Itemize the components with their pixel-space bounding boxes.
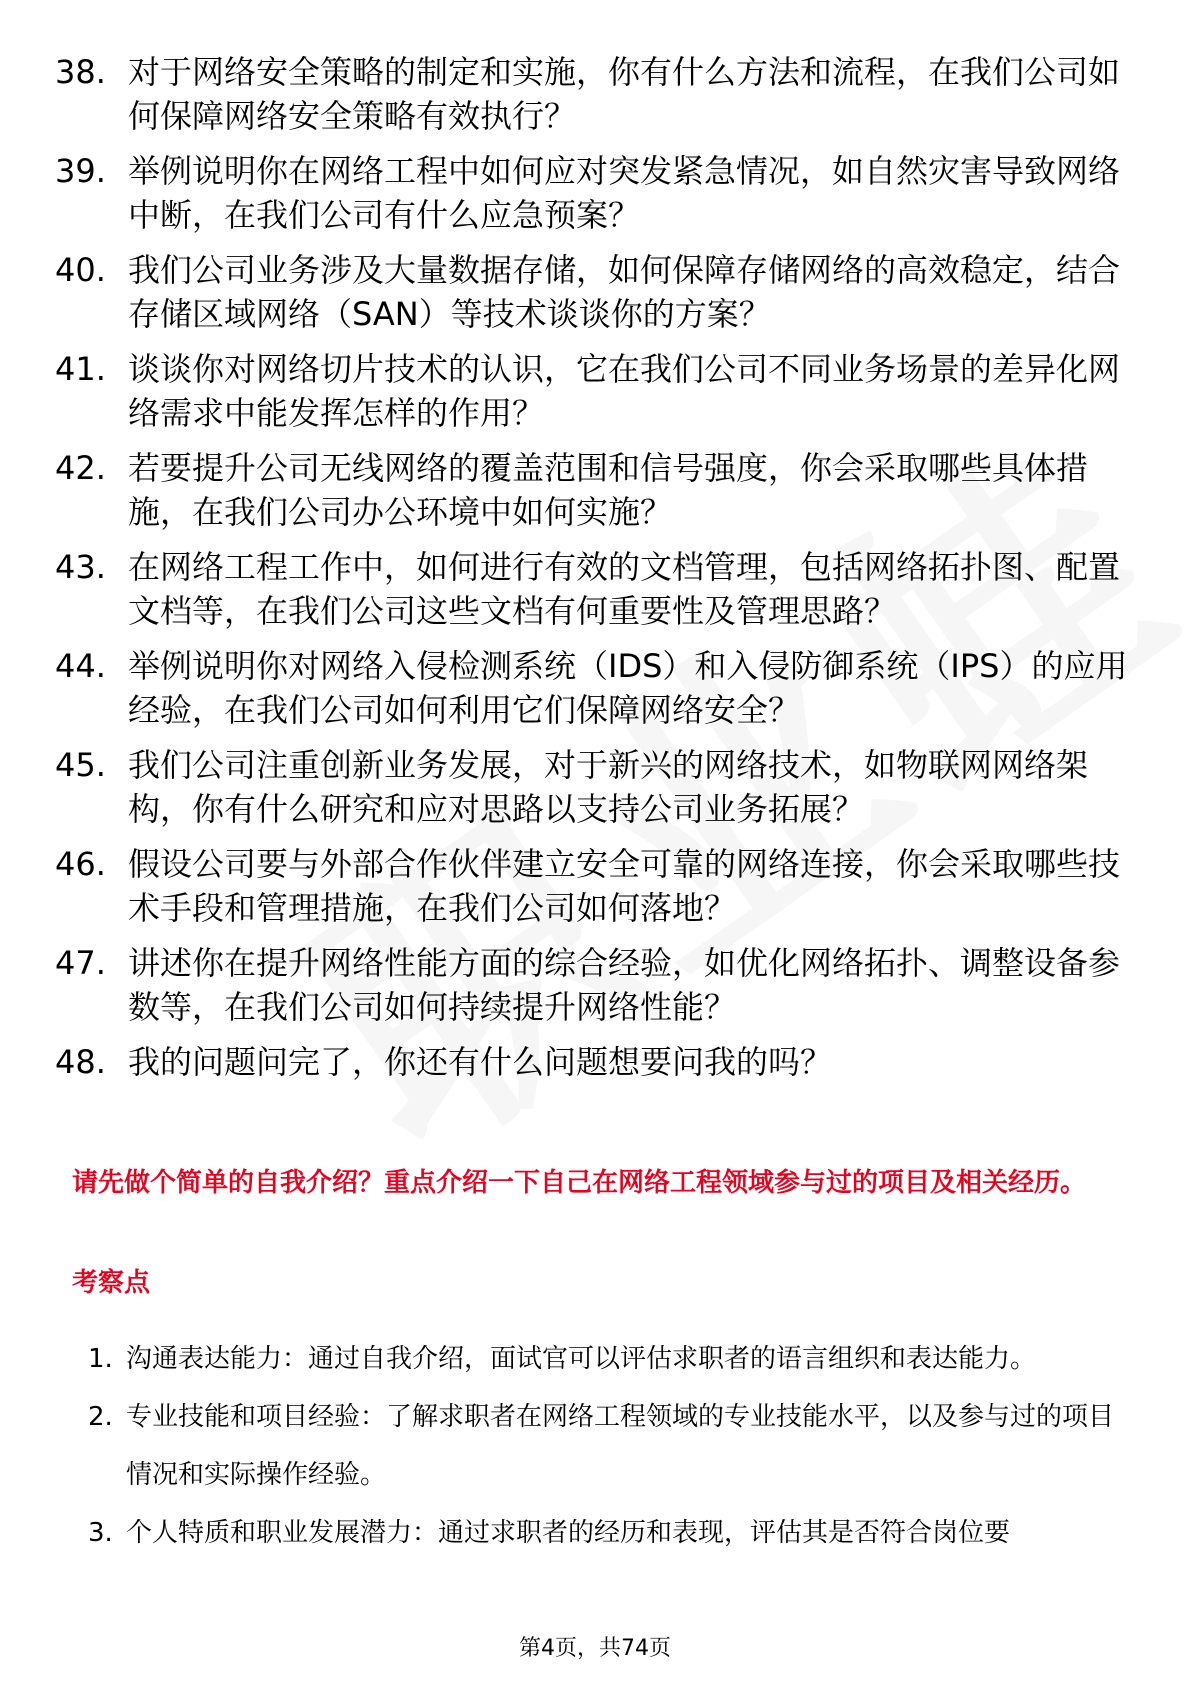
- question-item: [55, 50, 1135, 138]
- question-text: 举例说明你对网络入侵检测系统（IDS）和入侵防御系统（IPS）的应用经验，在我们公司如何利用它们保障网络安全？: [128, 647, 1128, 729]
- assessment-points-list: [88, 1330, 1118, 1562]
- question-item: [55, 149, 1135, 237]
- question-number: 43.: [55, 548, 106, 586]
- question-list: [55, 50, 1135, 1095]
- assessment-point: [88, 1388, 1118, 1504]
- question-item: [55, 446, 1135, 534]
- question-text: 我们公司注重创新业务发展，对于新兴的网络技术，如物联网网络架构，你有什么研究和应对思路以支持公司业务拓展？: [128, 746, 1089, 828]
- question-item: [55, 644, 1135, 732]
- question-number: 46.: [55, 845, 106, 883]
- question-text: 在网络工程工作中，如何进行有效的文档管理，包括网络拓扑图、配置文档等，在我们公司这些文档有何重要性及管理思路？: [128, 548, 1121, 630]
- question-text: 举例说明你在网络工程中如何应对突发紧急情况，如自然灾害导致网络中断，在我们公司有什么应急预案？: [128, 152, 1121, 234]
- question-number: 39.: [55, 152, 106, 190]
- point-number: 2.: [88, 1402, 113, 1432]
- question-item: [55, 842, 1135, 930]
- question-text: 谈谈你对网络切片技术的认识，它在我们公司不同业务场景的差异化网络需求中能发挥怎样的作用？: [128, 350, 1121, 432]
- question-item: [55, 545, 1135, 633]
- assessment-point: [88, 1504, 1118, 1562]
- question-text: 假设公司要与外部合作伙伴建立安全可靠的网络连接，你会采取哪些技术手段和管理措施，在我们公司如何落地？: [128, 845, 1121, 927]
- intro-question-heading: 请先做个简单的自我介绍？重点介绍一下自己在网络工程领域参与过的项目及相关经历。: [72, 1168, 1087, 1198]
- question-number: 44.: [55, 647, 106, 685]
- assessment-points-heading: 考察点: [72, 1268, 151, 1298]
- question-text: 我的问题问完了，你还有什么问题想要问我的吗？: [128, 1043, 833, 1081]
- assessment-point: [88, 1330, 1118, 1388]
- question-text: 我们公司业务涉及大量数据存储，如何保障存储网络的高效稳定，结合存储区域网络（SAN）等技术谈谈你的方案？: [128, 251, 1121, 333]
- question-item: [55, 941, 1135, 1029]
- question-item: [55, 743, 1135, 831]
- page-footer: 第4页，共74页: [519, 1636, 671, 1661]
- question-item: [55, 248, 1135, 336]
- point-number: 3.: [88, 1518, 113, 1548]
- question-number: 47.: [55, 944, 106, 982]
- question-number: 41.: [55, 350, 106, 388]
- point-text: 个人特质和职业发展潜力：通过求职者的经历和表现，评估其是否符合岗位要: [126, 1518, 1011, 1548]
- question-number: 42.: [55, 449, 106, 487]
- question-text: 若要提升公司无线网络的覆盖范围和信号强度，你会采取哪些具体措施，在我们公司办公环境中如何实施？: [128, 449, 1089, 531]
- question-item: [55, 347, 1135, 435]
- point-text: 沟通表达能力：通过自我介绍，面试官可以评估求职者的语言组织和表达能力。: [126, 1344, 1037, 1374]
- question-number: 45.: [55, 746, 106, 784]
- question-text: 讲述你在提升网络性能方面的综合经验，如优化网络拓扑、调整设备参数等，在我们公司如何持续提升网络性能？: [128, 944, 1121, 1026]
- question-text: 对于网络安全策略的制定和实施，你有什么方法和流程，在我们公司如何保障网络安全策略有效执行？: [128, 53, 1121, 135]
- question-number: 48.: [55, 1043, 106, 1081]
- question-number: 38.: [55, 53, 106, 91]
- question-number: 40.: [55, 251, 106, 289]
- point-text: 专业技能和项目经验：了解求职者在网络工程领域的专业技能水平，以及参与过的项目情况和实际操作经验。: [126, 1402, 1115, 1490]
- point-number: 1.: [88, 1344, 113, 1374]
- question-item: [55, 1040, 1135, 1084]
